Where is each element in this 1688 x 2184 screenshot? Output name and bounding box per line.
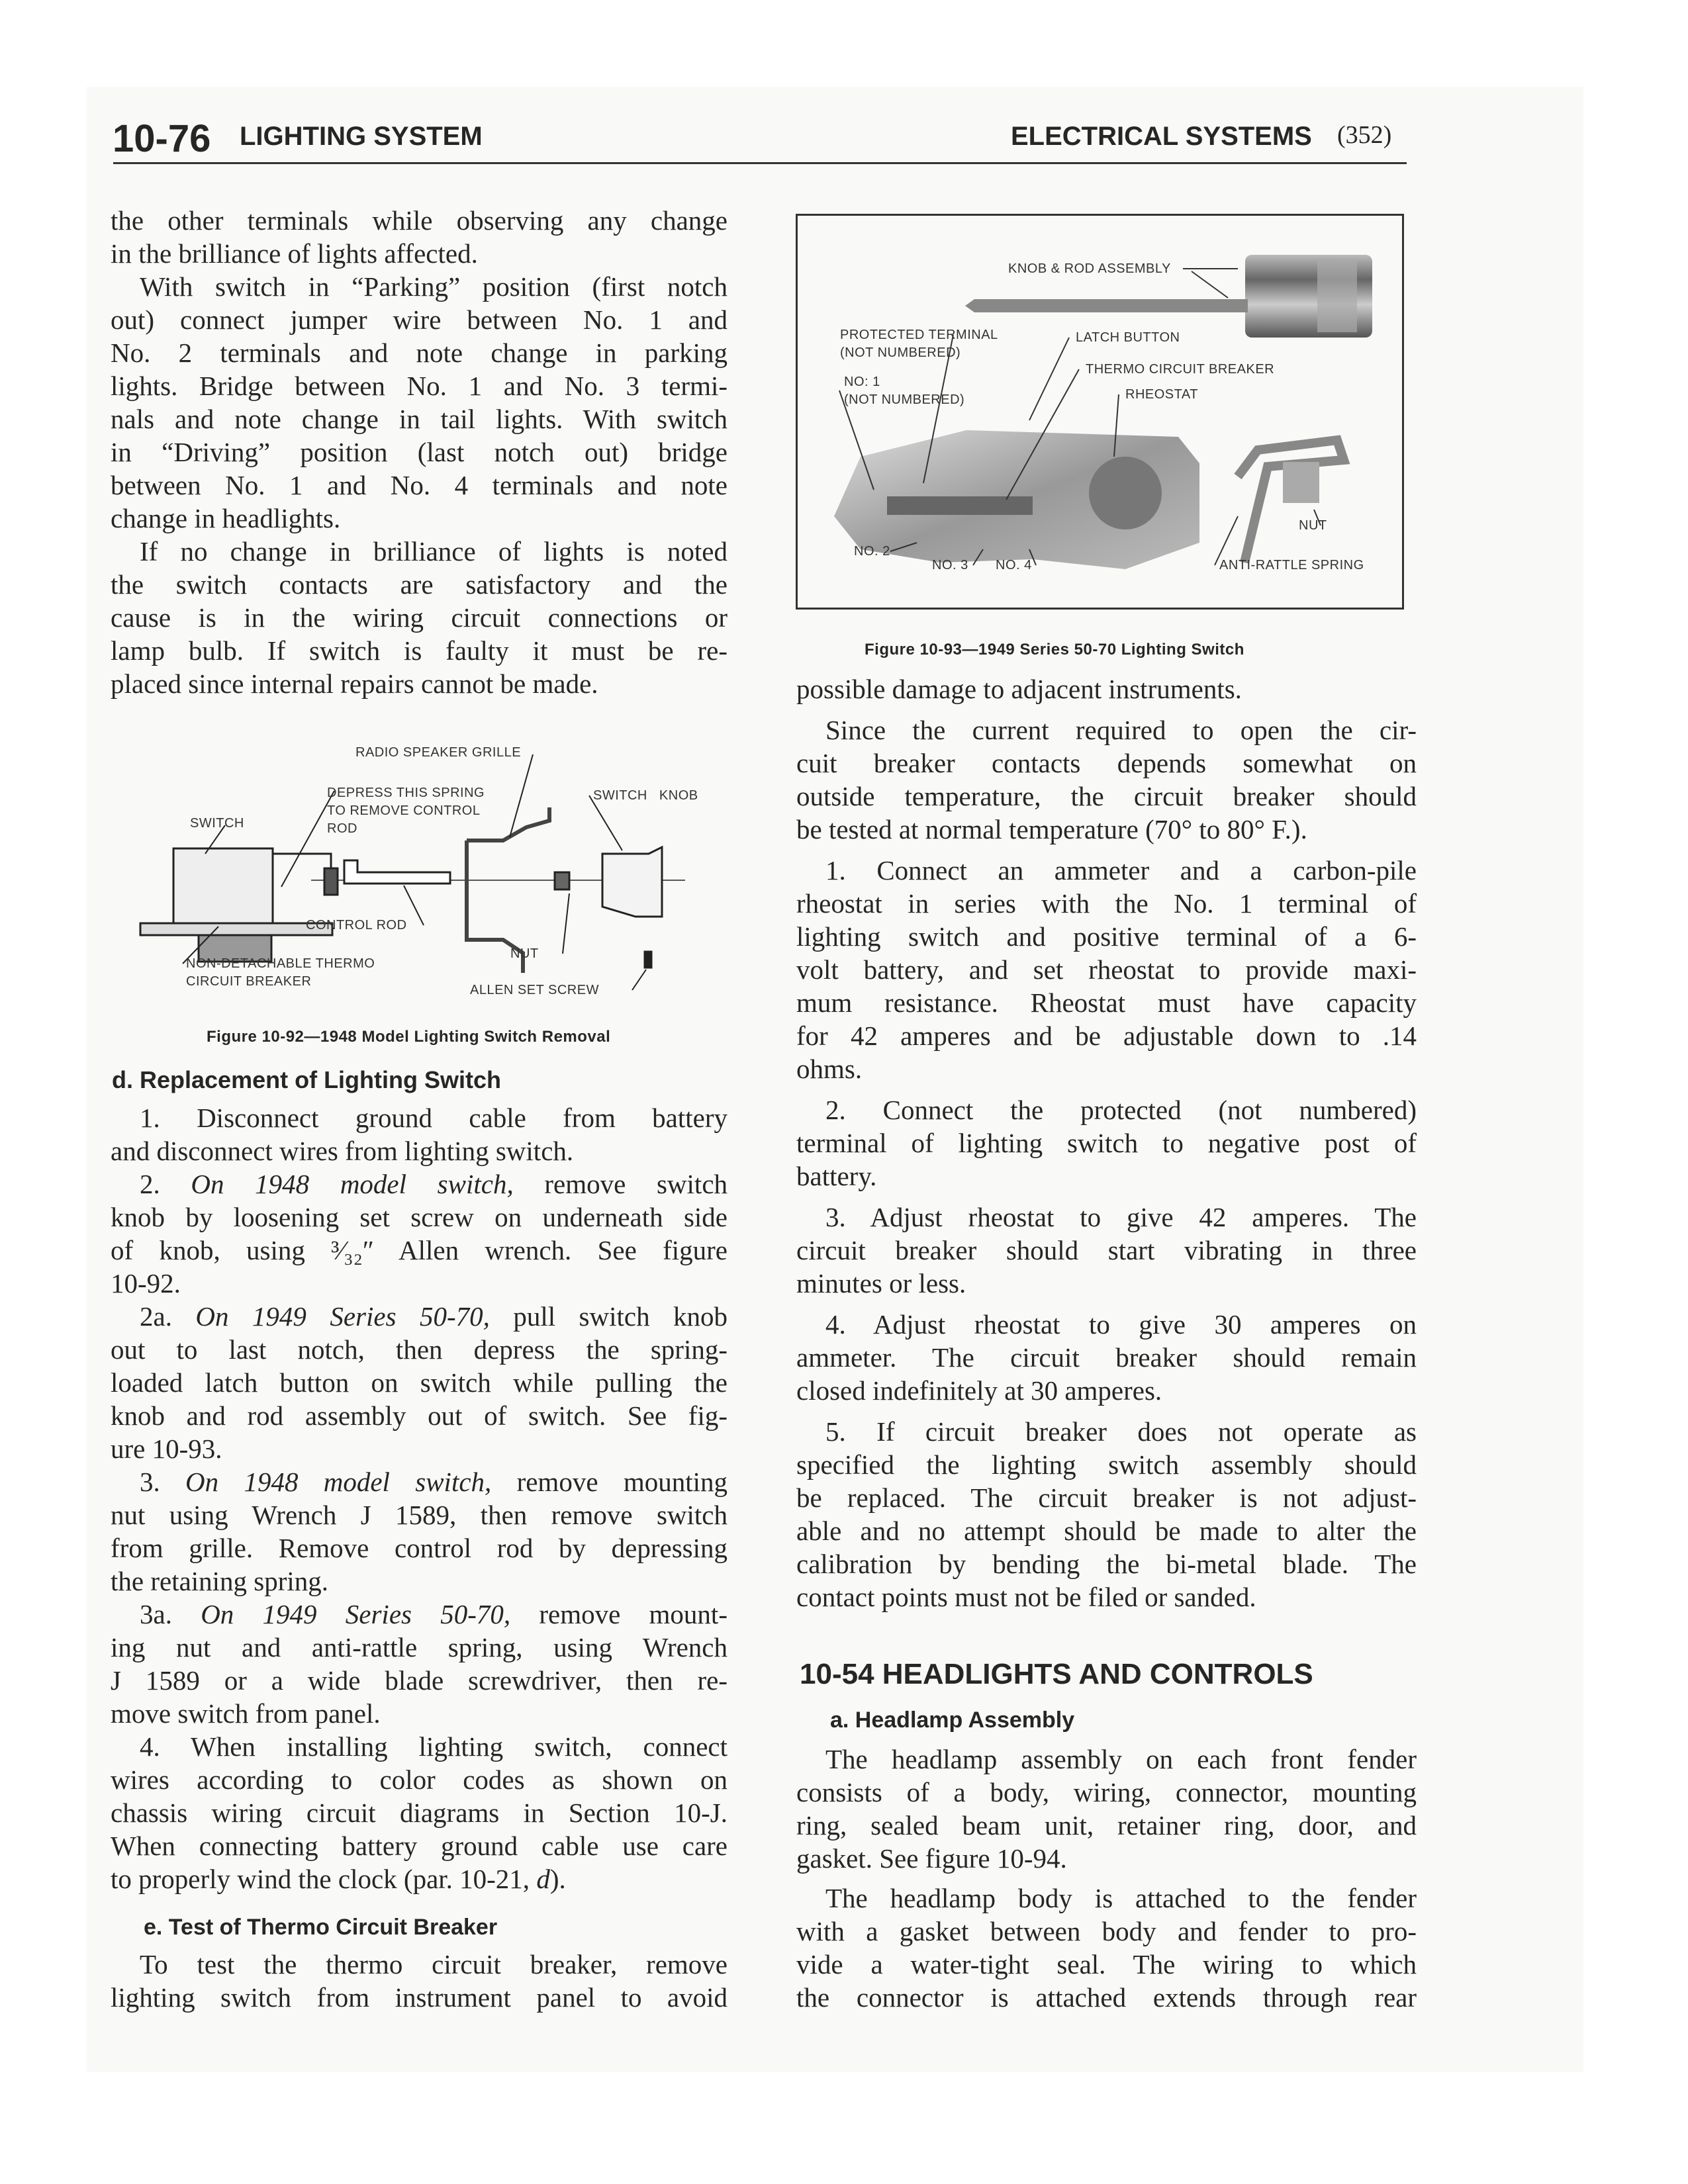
text-line: ammeter. The circuit breaker should remain (796, 1342, 1417, 1373)
text-line: lighting switch from instrument panel to avoid (111, 1982, 727, 2013)
text-line: with a gasket between body and fender to pro- (796, 1916, 1417, 1946)
text-line: move switch from panel. (111, 1698, 381, 1729)
text-line: be tested at normal temperature (70° to 80° F.). (796, 814, 1307, 844)
text-line: possible damage to adjacent instruments. (796, 674, 1242, 704)
chapter-title: ELECTRICAL SYSTEMS (1011, 122, 1312, 151)
label-no3: NO. 3 (932, 558, 968, 572)
paragraph (796, 1882, 1417, 2014)
text-line: terminal of lighting switch to negative post of (796, 1128, 1417, 1158)
text-line: in “Driving” position (last notch out) bridge (111, 437, 727, 467)
italic-run: On 1949 Series 50-70, (201, 1599, 511, 1629)
text-line: for 42 amperes and be adjustable down to .14 (796, 1021, 1417, 1051)
italic-run: On 1949 Series 50-70, (195, 1301, 490, 1332)
text-line: 2. Connect the protected (not numbered) (825, 1095, 1417, 1125)
text-run: ³⁄₃₂″ (331, 1235, 374, 1265)
label-no2: NO. 2 (854, 544, 890, 559)
text-line: the other terminals while observing any change (111, 205, 727, 236)
label-rheostat: RHEOSTAT (1125, 387, 1198, 402)
text-line: circuit breaker should start vibrating in three (796, 1235, 1417, 1265)
paragraph (796, 1743, 1417, 1875)
text-line: No. 2 terminals and note change in parking (111, 338, 727, 368)
paragraph (796, 1308, 1417, 1407)
paragraph (796, 1201, 1417, 1300)
text-run: remove mount- (510, 1599, 727, 1629)
section-10-54-heading: 10-54 HEADLIGHTS AND CONTROLS (800, 1658, 1313, 1690)
text-line: rheostat in series with the No. 1 terminal of (796, 888, 1417, 919)
text-line: lights. Bridge between No. 1 and No. 3 termi- (111, 371, 727, 401)
italic-run: On 1948 model switch, (185, 1467, 492, 1497)
text-run: pull switch knob (489, 1301, 728, 1332)
label-line: NON-DETACHABLE THERMO (186, 956, 375, 971)
text-line: mum resistance. Rheostat must have capacity (796, 987, 1417, 1018)
text-run: Allen wrench. See figure (373, 1235, 728, 1265)
label-latch-button: LATCH BUTTON (1076, 330, 1180, 345)
right-column-top (796, 672, 1417, 1614)
label-allen-set-screw: ALLEN SET SCREW (470, 983, 599, 997)
text-line: out) connect jumper wire between No. 1 and (111, 304, 727, 335)
label-line: CIRCUIT BREAKER (186, 974, 312, 989)
text-line: minutes or less. (796, 1268, 966, 1298)
label-switch-knob: SWITCH KNOB (593, 788, 698, 803)
italic-run: On 1948 model switch, (191, 1169, 514, 1199)
text-run: of knob, using (111, 1235, 332, 1265)
text-line: 10-92. (111, 1268, 181, 1298)
text-line: knob by loosening set screw on underneath side (111, 1202, 727, 1232)
paragraph (796, 1093, 1417, 1193)
text-line: J 1589 or a wide blade screwdriver, then re- (111, 1665, 727, 1696)
text-line: If no change in brilliance of lights is noted (140, 536, 727, 567)
text-line: 4. Adjust rheostat to give 30 amperes on (825, 1309, 1417, 1340)
folio: (352) (1337, 121, 1392, 149)
text-run: 2. (140, 1169, 191, 1199)
text-line: placed since internal repairs cannot be made. (111, 668, 598, 699)
text-line: The headlamp assembly on each front fender (825, 1744, 1417, 1774)
text-line: When connecting battery ground cable use care (111, 1831, 727, 1861)
text-line: change in headlights. (111, 503, 341, 533)
text-line: outside temperature, the circuit breaker should (796, 781, 1417, 811)
text-run: to properly wind the clock (par. 10-21, (111, 1864, 537, 1894)
text-line: closed indefinitely at 30 amperes. (796, 1375, 1162, 1406)
text-run: 3. (140, 1467, 186, 1497)
text-line: 1. Connect an ammeter and a carbon-pile (825, 855, 1417, 886)
text-line: vide a water-tight seal. The wiring to which (796, 1949, 1417, 1979)
section-10-54-body (796, 1743, 1417, 2014)
text-line: between No. 1 and No. 4 terminals and note (111, 470, 727, 500)
rod-shape (965, 299, 1248, 312)
text-line: lamp bulb. If switch is faulty it must be re- (111, 635, 727, 666)
text-line: The headlamp body is attached to the fender (825, 1883, 1417, 1913)
text-line: nals and note change in tail lights. With switch (111, 404, 727, 434)
text-line: the switch contacts are satisfactory and the (111, 569, 727, 600)
label-knob-rod-assembly: KNOB & ROD ASSEMBLY (1008, 261, 1171, 276)
text-line: cause is in the wiring circuit connections or (111, 602, 727, 633)
text-line: 5. If circuit breaker does not operate as (825, 1416, 1417, 1447)
knurled-grip (1317, 259, 1357, 332)
paragraph (796, 713, 1417, 846)
text-run: ). (549, 1864, 566, 1894)
paragraph (796, 1415, 1417, 1614)
text-run: 3a. (140, 1599, 201, 1629)
label-radio-speaker-grille: RADIO SPEAKER GRILLE (355, 745, 522, 760)
section-e-heading: e. Test of Thermo Circuit Breaker (144, 1915, 498, 1940)
nut-photo (1283, 462, 1319, 503)
text-line: With switch in “Parking” position (first notch (140, 271, 727, 302)
text-line: volt battery, and set rheostat to provide maxi- (796, 954, 1417, 985)
text-line: ing nut and anti-rattle spring, using Wrench (111, 1632, 727, 1662)
text-line: nut using Wrench J 1589, then remove switch (111, 1500, 727, 1530)
rheostat-coil (1089, 457, 1162, 529)
paragraph (796, 854, 1417, 1085)
label-protected-terminal (840, 326, 998, 362)
label-line: NO: 1 (844, 375, 880, 389)
label-line: TO REMOVE CONTROL (327, 803, 481, 818)
text-line: ring, sealed beam unit, retainer ring, door, and (796, 1810, 1417, 1841)
headlamp-assembly-subheading: a. Headlamp Assembly (830, 1707, 1075, 1733)
italic-run: d (536, 1864, 550, 1894)
label-anti-rattle-spring: ANTI-RATTLE SPRING (1219, 558, 1364, 572)
text-run: remove mounting (491, 1467, 727, 1497)
text-line: ohms. (796, 1054, 863, 1084)
label-line: (NOT NUMBERED) (840, 345, 961, 360)
text-line: Since the current required to open the cir- (825, 715, 1417, 745)
text-line: contact points must not be filed or sanded. (796, 1582, 1256, 1612)
label-nut: NUT (510, 946, 539, 961)
text-line: ure 10-93. (111, 1433, 222, 1464)
text-line: calibration by bending the bi-metal blade. The (796, 1549, 1417, 1579)
label-no1 (844, 373, 964, 409)
label-no4: NO. 4 (996, 558, 1032, 572)
label-nut: NUT (1299, 518, 1327, 533)
text-line: gasket. See figure 10-94. (796, 1843, 1067, 1874)
text-line: in the brilliance of lights affected. (111, 238, 478, 269)
figure-10-92-caption: Figure 10-92—1948 Model Lighting Switch Removal (207, 1028, 611, 1046)
text-line: the retaining spring. (111, 1566, 329, 1596)
text-line: 4. When installing lighting switch, connect (140, 1731, 727, 1762)
label-control-rod: CONTROL ROD (306, 918, 407, 933)
label-thermo-circuit-breaker: THERMO CIRCUIT BREAKER (1086, 362, 1275, 377)
terminal-bar (887, 496, 1033, 515)
text-line: specified the lighting switch assembly should (796, 1449, 1417, 1480)
label-line: DEPRESS THIS SPRING (327, 786, 485, 800)
text-line: lighting switch and positive terminal of a 6- (796, 921, 1417, 952)
section-title: LIGHTING SYSTEM (240, 122, 483, 151)
figure-10-93-caption: Figure 10-93—1949 Series 50-70 Lighting Switch (865, 641, 1244, 659)
paragraph (796, 672, 1417, 705)
text-line: To test the thermo circuit breaker, remove (140, 1949, 727, 1979)
text-line: chassis wiring circuit diagrams in Section 10-J. (111, 1797, 727, 1828)
label-line: (NOT NUMBERED) (844, 392, 965, 407)
text-line: 1. Disconnect ground cable from battery (140, 1103, 727, 1133)
label-line: PROTECTED TERMINAL (840, 328, 998, 342)
text-line: the connector is attached extends through rear (796, 1982, 1417, 2013)
text-line: knob and rod assembly out of switch. See fig- (111, 1400, 727, 1431)
text-run: 2a. (140, 1301, 196, 1332)
page-number: 10-76 (113, 117, 211, 160)
text-run: remove switch (513, 1169, 728, 1199)
text-line: from grille. Remove control rod by depressing (111, 1533, 727, 1563)
section-d-heading: d. Replacement of Lighting Switch (112, 1066, 502, 1093)
label-switch: SWITCH (190, 816, 244, 831)
text-line: out to last notch, then depress the spring- (111, 1334, 727, 1365)
text-line: be replaced. The circuit breaker is not adjust- (796, 1482, 1417, 1513)
text-line: wires according to color codes as shown on (111, 1764, 727, 1795)
label-line: ROD (327, 821, 357, 836)
text-line: consists of a body, wiring, connector, mounting (796, 1777, 1417, 1807)
text-line: loaded latch button on switch while pulling the (111, 1367, 727, 1398)
text-line: and disconnect wires from lighting switch. (111, 1136, 574, 1166)
text-line: 3. Adjust rheostat to give 42 amperes. The (825, 1202, 1417, 1232)
text-line: battery. (796, 1161, 877, 1191)
text-line: cuit breaker contacts depends somewhat on (796, 748, 1417, 778)
text-line: able and no attempt should be made to alter the (796, 1516, 1417, 1546)
